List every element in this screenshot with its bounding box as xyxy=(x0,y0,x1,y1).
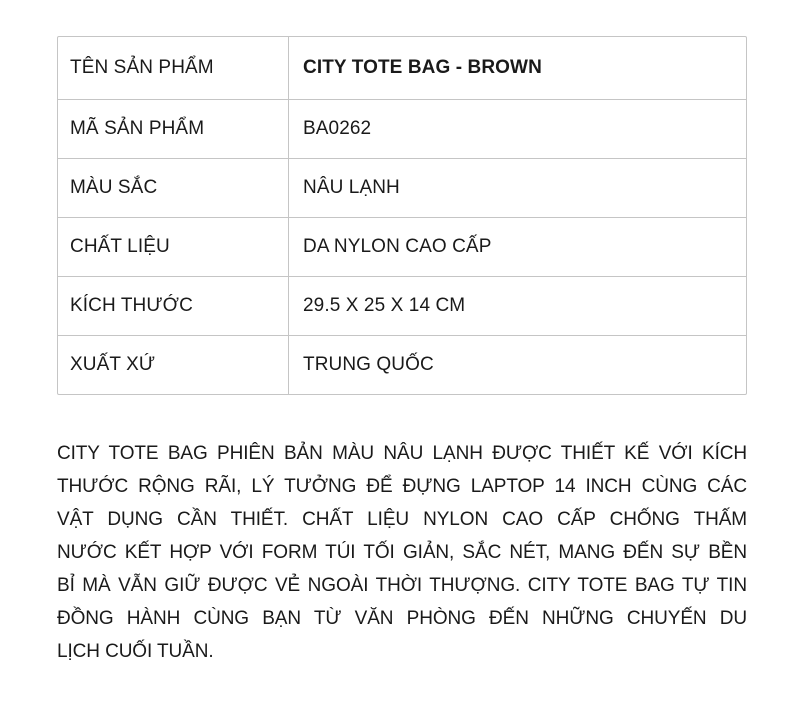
product-description xyxy=(57,437,747,668)
description-line: THƯỚC RỘNG RÃI, LÝ TƯỞNG ĐỂ ĐỰNG LAPTOP 14 INCH CÙNG CÁC xyxy=(57,476,747,497)
spec-label-product-name: TÊN SẢN PHẨM xyxy=(58,37,289,99)
description-line: LỊCH CUỐI TUẦN. xyxy=(57,641,214,662)
spec-value-product-name: CITY TOTE BAG - BROWN xyxy=(303,57,542,78)
description-line: CITY TOTE BAG PHIÊN BẢN MÀU NÂU LẠNH ĐƯỢC THIẾT KẾ VỚI KÍCH xyxy=(57,443,747,464)
spec-value-dimensions: 29.5 X 25 X 14 CM xyxy=(303,295,466,316)
table-row xyxy=(58,217,746,276)
table-row xyxy=(58,37,746,99)
description-line: ĐỒNG HÀNH CÙNG BẠN TỪ VĂN PHÒNG ĐẾN NHỮNG CHUYẾN DU xyxy=(57,608,747,629)
table-row xyxy=(58,335,746,394)
description-line: NƯỚC KẾT HỢP VỚI FORM TÚI TỐI GIẢN, SẮC NÉT, MANG ĐẾN SỰ BỀN xyxy=(57,542,747,563)
spec-value-origin: TRUNG QUỐC xyxy=(303,354,434,375)
product-spec-table xyxy=(57,36,747,395)
spec-value-color: NÂU LẠNH xyxy=(303,177,400,198)
spec-label-material: CHẤT LIỆU xyxy=(58,218,289,276)
table-row xyxy=(58,99,746,158)
description-line: VẬT DỤNG CẦN THIẾT. CHẤT LIỆU NYLON CAO CẤP CHỐNG THẤM xyxy=(57,509,747,530)
description-line: BỈ MÀ VẪN GIỮ ĐƯỢC VẺ NGOÀI THỜI THƯỢNG. CITY TOTE BAG TỰ TIN xyxy=(57,575,747,596)
spec-value-material: DA NYLON CAO CẤP xyxy=(303,236,492,257)
spec-value-product-code: BA0262 xyxy=(303,118,372,139)
table-row xyxy=(58,158,746,217)
spec-label-origin: XUẤT XỨ xyxy=(58,336,289,394)
spec-label-dimensions: KÍCH THƯỚC xyxy=(58,277,289,335)
table-row xyxy=(58,276,746,335)
spec-label-product-code: MÃ SẢN PHẨM xyxy=(58,100,289,158)
spec-label-color: MÀU SẮC xyxy=(58,159,289,217)
